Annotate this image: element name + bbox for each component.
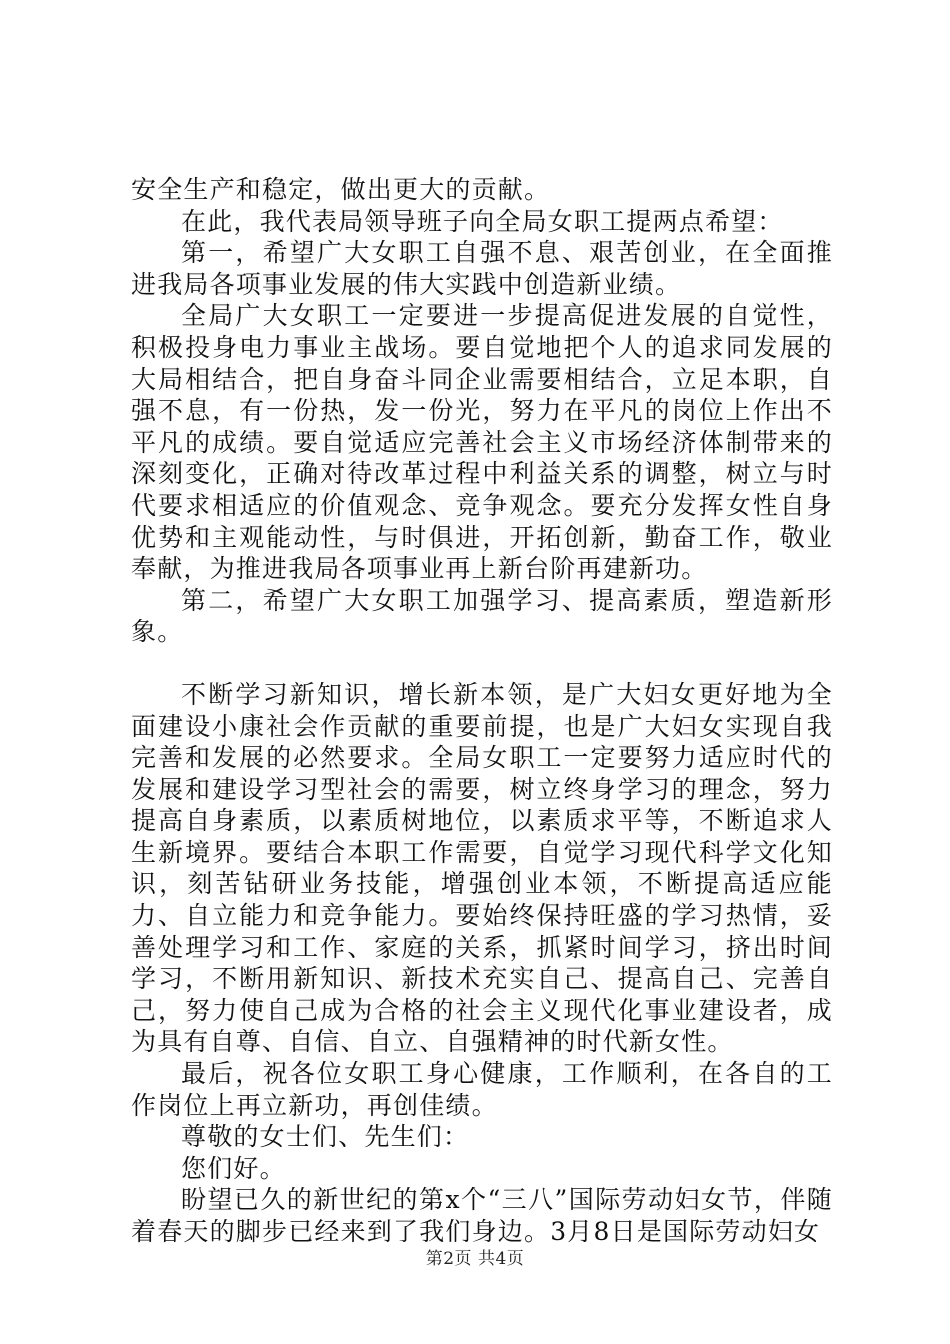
paragraph-first-hope-detail: 全局广大女职工一定要进一步提高促进发展的自觉性，积极投身电力事业主战场。要自觉地把个人的追求同发展的大局相结合，把自身奋斗同企业需要相结合，立足本职，自强不息，有一份热，发一份光，努力在平凡的岗位上作出不平凡的成绩。要自觉适应完善社会主义市场经济体制带来的深刻变化，正确对待改革过程中利益关系的调整，树立与时代要求相适应的价值观念、竞争观念。要充分发挥女性自身优势和主观能动性，与时俱进，开拓创新，勤奋工作，敬业奉献，为推进我局各项事业再上新台阶再建新功。 xyxy=(131,301,833,584)
paragraph-greeting: 您们好。 xyxy=(181,1153,286,1183)
paragraph-salutation: 尊敬的女士们、先生们： xyxy=(181,1122,470,1152)
paragraph-second-hope-detail: 不断学习新知识，增长新本领，是广大妇女更好地为全面建设小康社会作贡献的重要前提，也是广大妇女实现自我完善和发展的必然要求。全局女职工一定要努力适应时代的发展和建设学习型社会的需要，树立终身学习的理念，努力提高自身素质，以素质树地位，以素质求平等，不断追求人生新境界。要结合本职工作需要，自觉学习现代科学文化知识，刻苦钻研业务技能，增强创业本领，不断提高适应能力、自立能力和竞争能力。要始终保持旺盛的学习热情，妥善处理学习和工作、家庭的关系，抓紧时间学习，挤出时间学习，不断用新知识、新技术充实自己、提高自己、完善自己，努力使自己成为合格的社会主义现代化事业建设者，成为具有自尊、自信、自立、自强精神的时代新女性。 xyxy=(131,679,833,1057)
paragraph-intro-hopes: 在此，我代表局领导班子向全局女职工提两点希望： xyxy=(181,206,784,236)
paragraph-second-hope: 第二，希望广大女职工加强学习、提高素质，塑造新形象。 xyxy=(131,585,833,647)
paragraph-womens-day-opening: 盼望已久的新世纪的第x个“三八”国际劳动妇女节，伴随着春天的脚步已经来到了我们身边。3月8日是国际劳动妇女 xyxy=(131,1185,833,1246)
paragraph-first-hope: 第一，希望广大女职工自强不息、艰苦创业，在全面推进我局各项事业发展的伟大实践中创造新业绩。 xyxy=(131,238,833,299)
paragraph-continuation: 安全生产和稳定，做出更大的贡献。 xyxy=(131,175,551,204)
document-body xyxy=(131,174,833,1248)
paragraph-closing-wishes: 最后，祝各位女职工身心健康，工作顺利，在各自的工作岗位上再立新功，再创佳绩。 xyxy=(131,1059,833,1120)
page-number-footer: 第2页 共4页 xyxy=(425,1249,525,1269)
